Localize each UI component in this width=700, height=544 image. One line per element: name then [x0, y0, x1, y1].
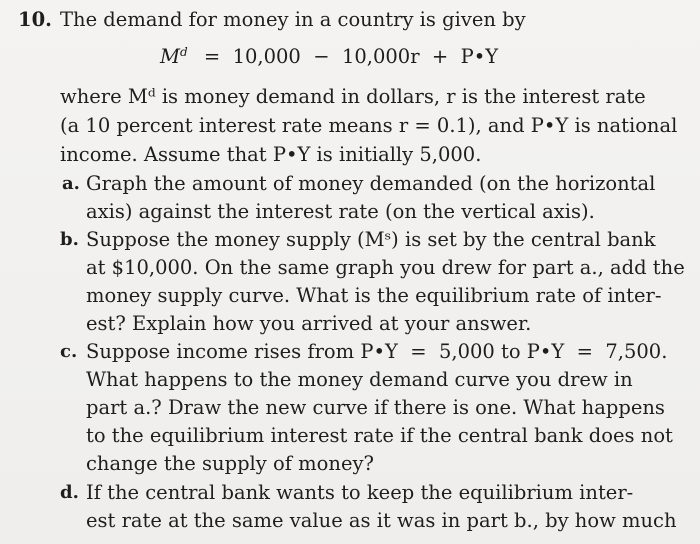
part-c-line-4: to the equilibrium interest rate if the central bank does not: [86, 424, 673, 447]
problem-title: The demand for money in a country is given by: [60, 8, 526, 31]
part-a-line-2: axis) against the interest rate (on the vertical axis).: [86, 200, 595, 223]
part-b-line-2: at $10,000. On the same graph you drew for part a., add the: [86, 256, 685, 279]
problem-number: 10.: [18, 8, 52, 31]
part-a-label: a.: [62, 173, 80, 194]
money-demand-equation: [160, 44, 502, 70]
part-c-line-5: change the supply of money?: [86, 452, 374, 475]
equation-lhs: M: [160, 45, 180, 68]
part-c-line-2: What happens to the money demand curve you drew in: [86, 368, 633, 391]
part-b-line-1: Suppose the money supply (Mˢ) is set by the central bank: [86, 228, 656, 251]
part-b-label: b.: [60, 229, 79, 250]
part-a-line-1: Graph the amount of money demanded (on the horizontal: [86, 172, 656, 195]
intro-line-3: income. Assume that P•Y is initially 5,000.: [60, 143, 482, 166]
part-c-line-1: Suppose income rises from P•Y = 5,000 to P•Y = 7,500.: [86, 340, 668, 363]
part-d-line-2: est rate at the same value as it was in part b., by how much: [86, 509, 677, 532]
equation-lhs-superscript: d: [179, 45, 188, 59]
part-d-line-1: If the central bank wants to keep the equilibrium inter-: [86, 481, 634, 504]
part-b-line-4: est? Explain how you arrived at your answer.: [86, 312, 532, 335]
intro-line-2: (a 10 percent interest rate means r = 0.1), and P•Y is national: [60, 114, 678, 137]
equation-rhs: = 10,000 − 10,000r + P•Y: [203, 45, 499, 68]
intro-line-1: where Mᵈ is money demand in dollars, r is the interest rate: [60, 85, 646, 108]
part-c-label: c.: [60, 341, 78, 362]
part-c-line-3: part a.? Draw the new curve if there is one. What happens: [86, 396, 665, 419]
part-d-label: d.: [60, 482, 79, 503]
part-b-line-3: money supply curve. What is the equilibrium rate of inter-: [86, 284, 662, 307]
